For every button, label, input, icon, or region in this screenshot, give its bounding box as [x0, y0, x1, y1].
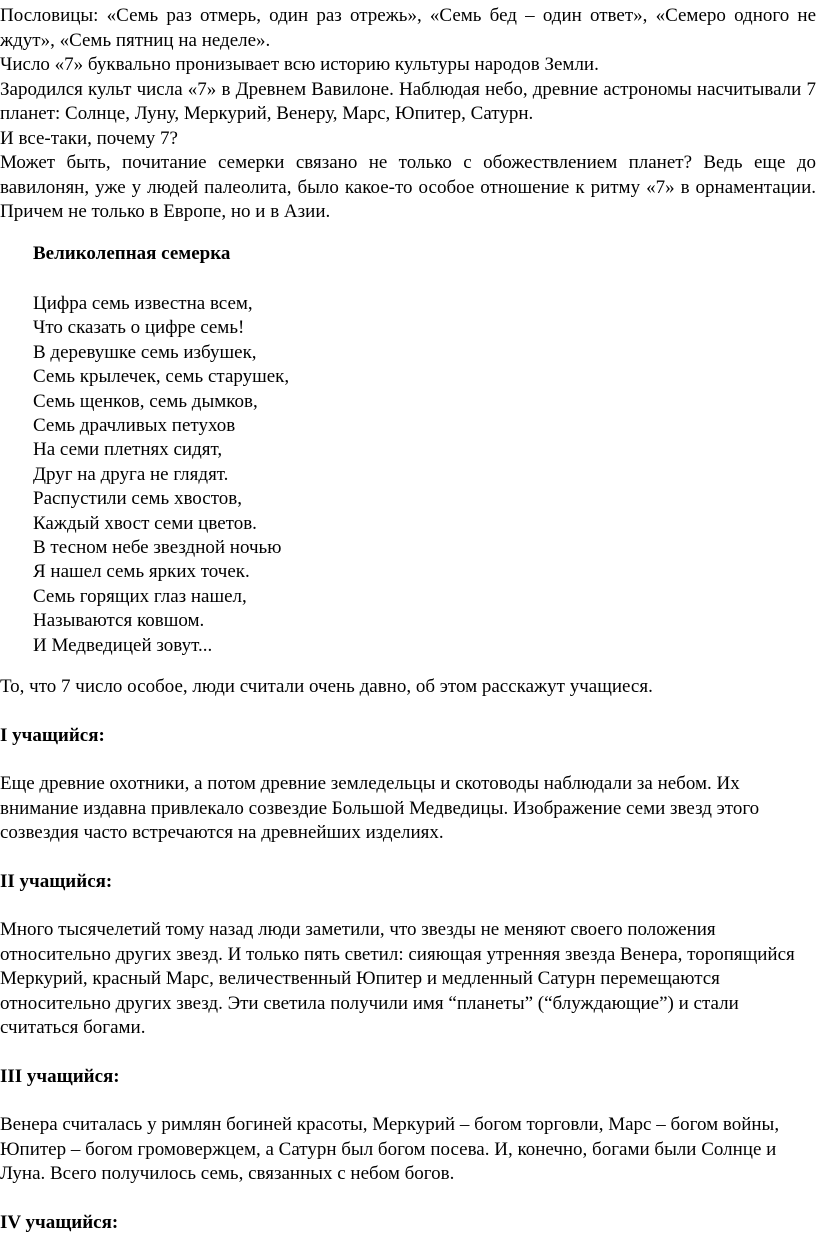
intro-paragraph-question: И все-таки, почему 7?: [0, 127, 178, 149]
poem-title: Великолепная семерка: [33, 243, 231, 264]
poem-line: Семь крылечек, семь старушек,: [33, 366, 290, 388]
poem-line: В деревушке семь избушек,: [33, 341, 257, 363]
intro-section: [0, 4, 816, 225]
poem-line: Я нашел семь ярких точек.: [33, 561, 250, 583]
poem-line: Друг на друга не глядят.: [33, 463, 229, 485]
student-4-heading: IV учащийся:: [0, 1211, 119, 1233]
intro-paragraph-number-seven: Число «7» буквально пронизывает всю историю культуры народов Земли.: [0, 54, 599, 75]
poem-line: Что сказать о цифре семь!: [33, 317, 245, 339]
lead-paragraph: То, что 7 число особое, люди считали очень давно, об этом расскажут учащиеся.: [0, 676, 653, 697]
student-3-heading: III учащийся:: [0, 1065, 120, 1087]
poem-line: В тесном небе звездной ночью: [33, 537, 282, 559]
student-2-text: Много тысячелетий тому назад люди заметили, что звезды не меняют своего положения относительно других звезд. И только пять светил: сияющая утренняя звезда Венера, торопящийся Меркурий, красный Марс, величественный Юпитер и медленный Сатурн перемещаются относительно других звезд. Эти светила получили имя “планеты” (“блуждающие”) и стали считаться богами.: [0, 919, 795, 1038]
poem-line: Называются ковшом.: [33, 610, 205, 632]
intro-paragraph-proverbs: Пословицы: «Семь раз отмерь, один раз отрежь», «Семь бед – один ответ», «Семеро одного не ждут», «Семь пятниц на неделе».: [0, 5, 816, 51]
students-section: [0, 675, 805, 1235]
poem-section: [33, 242, 793, 658]
student-1-heading: I учащийся:: [0, 724, 105, 746]
student-1-text: Еще древние охотники, а потом древние земледельцы и скотоводы наблюдали за небом. Их внимание издавна привлекало созвездие Большой Медведицы. Изображение семи звезд этого созвездия часто встречаются на древнейших изделиях.: [0, 773, 760, 843]
poem-lines: [33, 292, 793, 658]
poem-line: Распустили семь хвостов,: [33, 488, 242, 510]
poem-line: Семь щенков, семь дымков,: [33, 390, 258, 412]
poem-line: Цифра семь известна всем,: [33, 293, 253, 314]
intro-paragraph-babylon: Зародился культ числа «7» в Древнем Вавилоне. Наблюдая небо, древние астрономы насчитывали 7 планет: Солнце, Луну, Меркурий, Венеру, Марс, Юпитер, Сатурн.: [0, 78, 816, 124]
student-2-heading: II учащийся:: [0, 870, 113, 892]
poem-line: На семи плетнях сидят,: [33, 439, 223, 461]
poem-line: Семь горящих глаз нашел,: [33, 585, 247, 607]
poem-line: Каждый хвост семи цветов.: [33, 512, 257, 534]
poem-line: Семь драчливых петухов: [33, 415, 236, 437]
student-3-text: Венера считалась у римлян богиней красоты, Меркурий – богом торговли, Марс – богом войны, Юпитер – богом громовержцем, а Сатурн был богом посева. И, конечно, богами были Солнце и Луна. Всего получилось семь, связанных с небом богов.: [0, 1114, 780, 1184]
intro-paragraph-paleolithic: Может быть, почитание семерки связано не только с обожествлением планет? Ведь еще до вавилонян, уже у людей палеолита, было какое-то особое отношение к ритму «7» в орнаментации. Причем не только в Европе, но и в Азии.: [0, 152, 816, 222]
poem-line: И Медведицей зовут...: [33, 634, 213, 656]
